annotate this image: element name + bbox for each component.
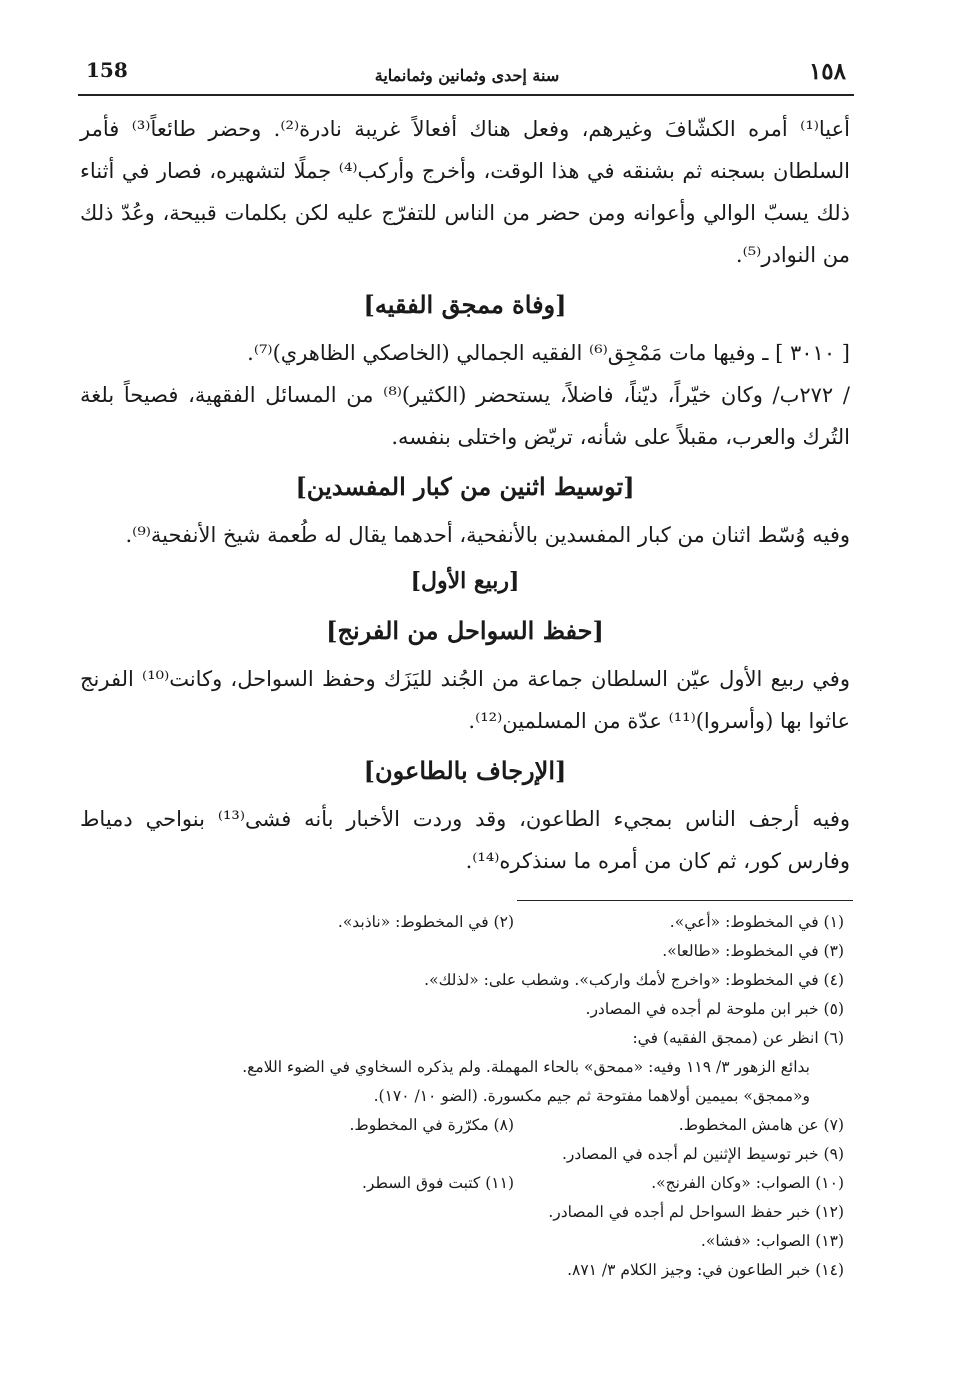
footnotes — [84, 908, 844, 1285]
footnote-row — [84, 1111, 844, 1140]
footnote-6-line-2: بدائع الزهور ٣/ ١١٩ وفيه: «ممحق» بالحاء المهملة. ولم يذكره السخاوي في الضوء اللامع. — [242, 1058, 810, 1076]
footnote-5: (٥) خبر ابن ملوحة لم أجده في المصادر. — [585, 1000, 844, 1018]
footnote-11: (١١) كتبت فوق السطر. — [362, 1174, 514, 1192]
footnote-10: (١٠) الصواب: «وكان الفرنج». — [651, 1174, 844, 1192]
page-number-arabic: ١٥٨ — [808, 58, 846, 85]
section-heading-execution: [توسيط اثنين من كبار المفسدين] — [295, 472, 635, 501]
footnote-4: (٤) في المخطوط: «واخرج لأمك واركب». وشطب على: «لذلك». — [424, 971, 844, 989]
footnote-13: (١٣) الصواب: «فشا». — [700, 1232, 844, 1250]
header-rule — [78, 94, 854, 96]
main-text — [80, 108, 850, 882]
footnote-1: (١) في المخطوط: «أعي». — [669, 913, 844, 931]
footnote-rule — [517, 900, 853, 901]
footnote-7: (٧) عن هامش المخطوط. — [678, 1116, 844, 1134]
footnote-6: (٦) انظر عن (ممجق الفقيه) في: — [632, 1029, 844, 1047]
footnote-row — [84, 908, 844, 937]
page-number-latin: 158 — [86, 58, 128, 82]
footnote-14: (١٤) خبر الطاعون في: وجيز الكلام ٣/ ٨٧١. — [567, 1261, 844, 1279]
section-heading-coasts: [حفظ السواحل من الفرنج] — [326, 616, 604, 645]
footnote-12: (١٢) خبر حفظ السواحل لم أجده في المصادر. — [548, 1203, 844, 1221]
running-title: سنة إحدى وثمانين وثمانماية — [374, 66, 560, 85]
paragraph-execution: وفيه وُسّط اثنان من كبار المفسدين بالأنفحية، أحدهما يقال له طُعمة شيخ الأنفحية⁽⁹⁾. — [125, 523, 850, 547]
month-heading: [ربيع الأول] — [410, 568, 520, 594]
paragraph-mamjaq-1: [ ٣٠١٠ ] ـ وفيها مات مَمْجِق⁽⁶⁾ الفقيه الجمالي (الخاصكي الظاهري)⁽⁷⁾. — [247, 341, 850, 365]
section-heading-plague: [الإرجاف بالطاعون] — [363, 756, 567, 785]
paragraph-mamjaq-2: / ٢٧٢ب/ وكان خيّراً، ديّناً، فاضلاً، يستحضر (الكثير)⁽⁸⁾ من المسائل الفقهية، فصيحاً بلغة التُرك والعرب، مقبلاً على شأنه، تريّض واختلى بنفسه. — [80, 383, 850, 449]
footnote-3: (٣) في المخطوط: «طالعا». — [662, 942, 844, 960]
page-header — [78, 52, 856, 96]
paragraph-plague: وفيه أرجف الناس بمجيء الطاعون، وقد وردت الأخبار بأنه فشى⁽¹³⁾ بنواحي دمياط وفارس كور، ثم كان من أمره ما سنذكره⁽¹⁴⁾. — [80, 807, 851, 873]
footnote-6-line-3: و«ممجق» بميمين أولاهما مفتوحة ثم جيم مكسورة. (الضو ١٠/ ١٧٠). — [373, 1087, 810, 1105]
intro-paragraph: أعيا⁽¹⁾ أمره الكشّافَ وغيرهم، وفعل هناك أفعالاً غريبة نادرة⁽²⁾. وحضر طائعاً⁽³⁾ فأمر السلطان بسجنه ثم بشنقه في هذا الوقت، وأخرج وأركب⁽⁴⁾ جملًا لتشهيره، فصار في أثناء ذلك يسبّ الوالي وأعوانه ومن حضر من الناس للتفرّج عليه لكن بكلمات قبيحة، وعُدّ ذلك من النوادر⁽⁵⁾. — [80, 117, 851, 267]
section-heading-mamjaq-death: [وفاة ممجق الفقيه] — [363, 290, 567, 319]
footnote-2: (٢) في المخطوط: «ناذبد». — [337, 913, 514, 931]
footnote-row — [84, 1169, 844, 1198]
paragraph-coasts: وفي ربيع الأول عيّن السلطان جماعة من الجُند لليَزَك وحفظ السواحل، وكانت⁽¹⁰⁾ الفرنج عاثوا بها (وأسروا)⁽¹¹⁾ عدّة من المسلمين⁽¹²⁾. — [80, 667, 850, 733]
footnote-9: (٩) خبر توسيط الإثنين لم أجده في المصادر. — [561, 1145, 844, 1163]
footnote-8: (٨) مكرّرة في المخطوط. — [349, 1116, 514, 1134]
